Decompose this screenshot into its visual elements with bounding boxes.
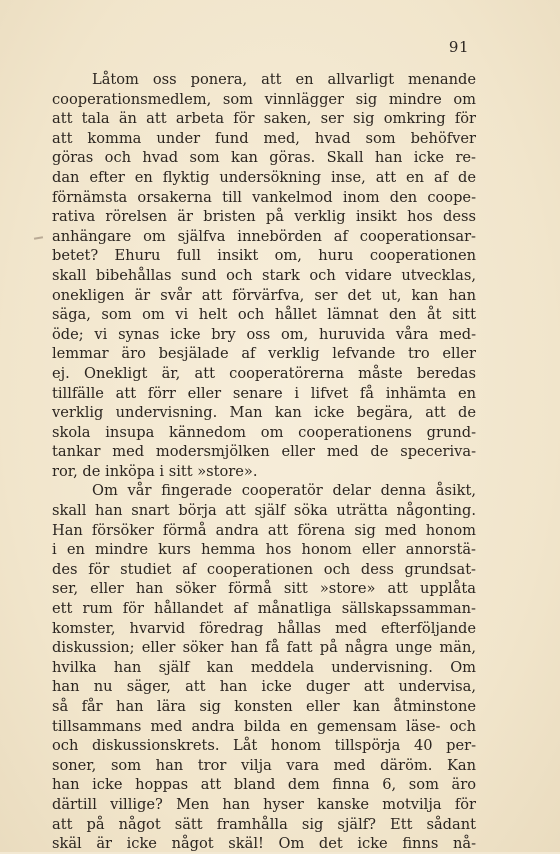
text-line: tankar med modersmjölken eller med de speceriva- [52, 443, 476, 461]
margin-mark [34, 236, 43, 240]
text-line: Om vår fingerade cooperatör delar denna åsikt, [92, 482, 476, 500]
text-line: skall han snart börja att själf söka uträtta någonting. [52, 502, 476, 520]
body-text [52, 70, 476, 854]
text-line: skäl är icke något skäl! Om det icke finns nå- [52, 835, 476, 853]
text-line: i en mindre kurs hemma hos honom eller annorstä- [52, 541, 476, 559]
text-line: tillsammans med andra bilda en gemensam läse- och [52, 717, 476, 735]
text-line: han icke hoppas att bland dem finna 6, som äro [52, 776, 476, 794]
text-line: ror, de inköpa i sitt »store». [52, 462, 258, 480]
text-line: anhängare om själfva innebörden af cooperationsar- [52, 227, 476, 245]
text-line: onekligen är svår att förvärfva, ser det ut, kan han [52, 286, 476, 304]
text-line: tillfälle att förr eller senare i lifvet få inhämta en [52, 384, 476, 402]
text-line: därtill villige? Men han hyser kanske motvilja för [52, 795, 476, 813]
text-line: att på något sätt framhålla sig själf? Ett sådant [52, 815, 476, 833]
text-line: förnämsta orsakerna till vankelmod inom den coope- [52, 188, 476, 206]
text-line: Låtom oss ponera, att en allvarligt menande [92, 71, 476, 88]
text-line: han nu säger, att han icke duger att undervisa, [52, 678, 476, 696]
text-line: öde; vi synas icke bry oss om, huruvida våra med- [52, 325, 476, 343]
text-line: des för studiet af cooperationen och dess grundsat- [52, 560, 476, 578]
text-line: rativa rörelsen är bristen på verklig insikt hos dess [52, 208, 476, 226]
text-line: diskussion; eller söker han få fatt på några unge män, [52, 639, 476, 657]
page-number: 91 [448, 38, 469, 56]
text-line: hvilka han själf kan meddela undervisning. Om [52, 658, 476, 676]
text-line: så får han lära sig konsten eller kan åtminstone [52, 698, 476, 715]
text-line: att tala än att arbeta för saken, ser sig omkring för [52, 110, 476, 128]
text-line: skall bibehållas sund och stark och vidare utvecklas, [52, 266, 476, 284]
text-line: dan efter en flyktig undersökning inse, att en af de [52, 168, 476, 186]
text-line: cooperationsmedlem, som vinnlägger sig mindre om [52, 90, 476, 108]
text-line: ej. Onekligt är, att cooperatörerna måste beredas [52, 364, 476, 382]
text-line: ett rum för hållandet af månatliga sällskapssamman- [52, 600, 476, 618]
text-line: skola insupa kännedom om cooperationens grund- [52, 423, 476, 441]
text-line: göras och hvad som kan göras. Skall han icke re- [52, 149, 476, 167]
text-line: verklig undervisning. Man kan icke begära, att de [52, 404, 476, 422]
text-line: Han försöker förmå andra att förena sig med honom [52, 521, 476, 539]
text-line: säga, som om vi helt och hållet lämnat den åt sitt [52, 306, 476, 324]
text-line: komster, hvarvid föredrag hållas med efterföljande [52, 619, 476, 637]
text-line: soner, som han tror vilja vara med däröm. Kan [52, 756, 476, 774]
text-line: betet? Ehuru full insikt om, huru cooperationen [52, 247, 476, 265]
text-line: att komma under fund med, hvad som behöfver [52, 129, 476, 147]
text-line: lemmar äro besjälade af verklig lefvande tro eller [52, 345, 476, 363]
text-line: och diskussionskrets. Låt honom tillspörja 40 per- [52, 737, 476, 755]
text-line: ser, eller han söker förmå sitt »store» att upplåta [52, 580, 476, 598]
